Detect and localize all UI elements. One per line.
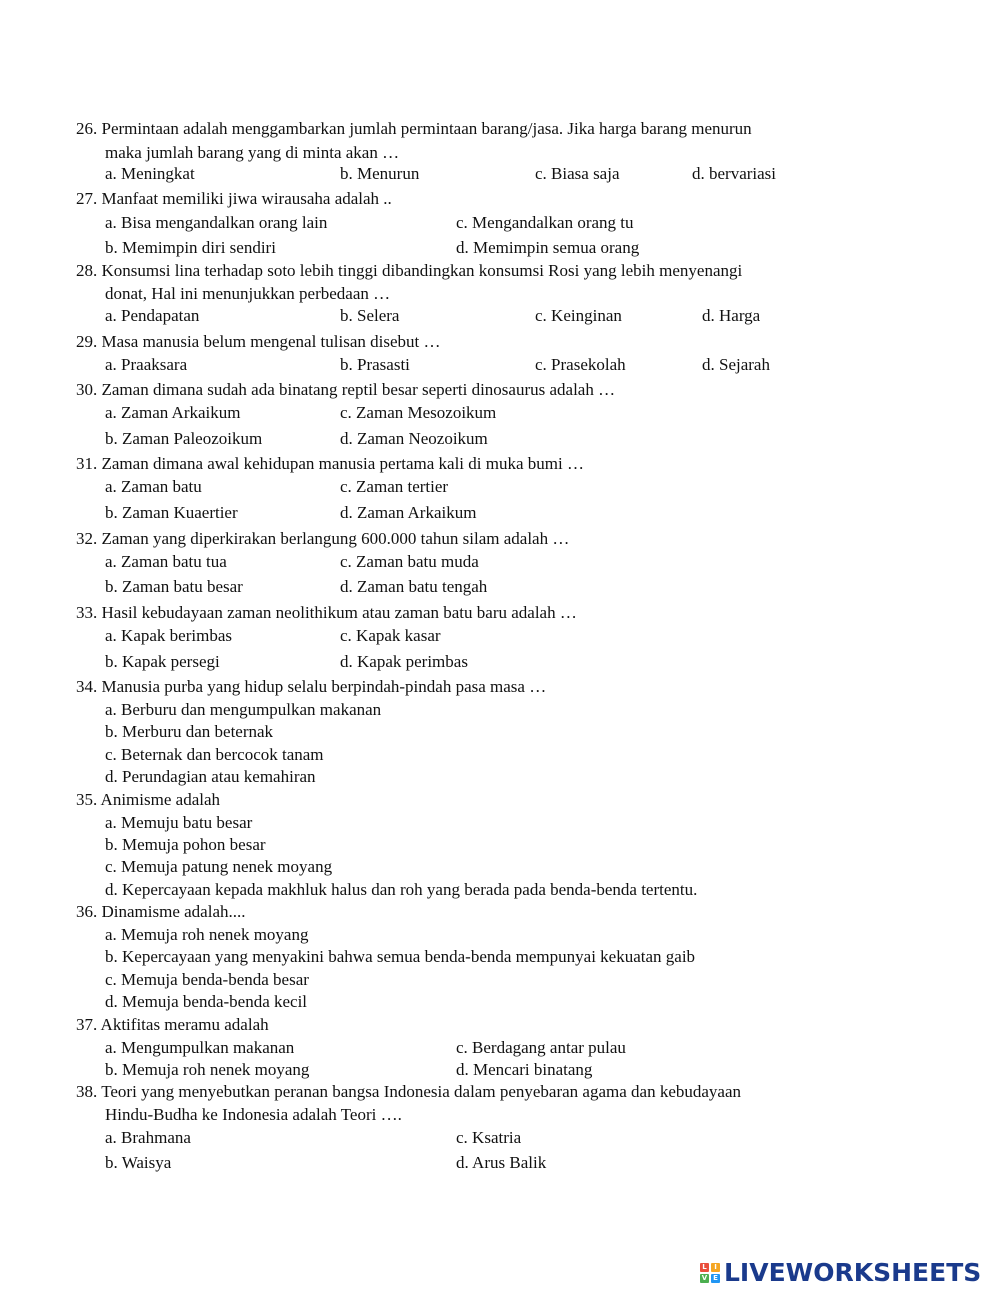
q33-option-c: c. Kapak kasar: [340, 626, 441, 645]
q30-option-c: c. Zaman Mesozoikum: [340, 403, 497, 422]
q35-option-d: d. Kepercayaan kepada makhluk halus dan roh yang berada pada benda-benda tertentu.: [105, 880, 698, 899]
q36-option-d: d. Memuja benda-benda kecil: [105, 992, 308, 1011]
q28-option-b: b. Selera: [340, 306, 400, 325]
logo-block-3: V: [701, 1273, 708, 1282]
q35-text-line1: 35. Animisme adalah: [76, 790, 221, 809]
q31-option-a: a. Zaman batu: [105, 477, 202, 496]
q27-option-b: b. Memimpin diri sendiri: [105, 238, 276, 257]
q34-option-d: d. Perundagian atau kemahiran: [105, 767, 316, 786]
q31-option-d: d. Zaman Arkaikum: [340, 503, 477, 522]
q38-text-line2: Hindu-Budha ke Indonesia adalah Teori ….: [105, 1105, 402, 1124]
q27-option-a: a. Bisa mengandalkan orang lain: [105, 213, 328, 232]
q32-text-line1: 32. Zaman yang diperkirakan berlangung 600.000 tahun silam adalah …: [76, 529, 570, 548]
q28-option-d: d. Harga: [702, 306, 761, 325]
q29-option-c: c. Prasekolah: [535, 355, 626, 374]
q38-option-d: d. Arus Balik: [456, 1153, 547, 1172]
q31-text-line1: 31. Zaman dimana awal kehidupan manusia pertama kali di muka bumi …: [76, 454, 584, 473]
q26-option-d: d. bervariasi: [692, 164, 777, 183]
liveworksheets-logo: [700, 1258, 981, 1287]
q26-text-line2: maka jumlah barang yang di minta akan …: [105, 143, 400, 162]
q34-option-c: c. Beternak dan bercocok tanam: [105, 745, 324, 764]
q38-text-line1: 38. Teori yang menyebutkan peranan bangsa Indonesia dalam penyebaran agama dan kebudayaan: [76, 1082, 742, 1101]
q26-option-c: c. Biasa saja: [535, 164, 620, 183]
q31-option-b: b. Zaman Kuaertier: [105, 503, 238, 522]
q37-option-c: c. Berdagang antar pulau: [456, 1038, 626, 1057]
q35-option-c: c. Memuja patung nenek moyang: [105, 857, 333, 876]
q28-text-line1: 28. Konsumsi lina terhadap soto lebih tinggi dibandingkan konsumsi Rosi yang lebih menyenangi: [76, 261, 743, 280]
q35-option-a: a. Memuju batu besar: [105, 813, 253, 832]
q32-option-d: d. Zaman batu tengah: [340, 577, 488, 596]
q34-option-b: b. Merburu dan beternak: [105, 722, 274, 741]
q33-option-b: b. Kapak persegi: [105, 652, 220, 671]
q36-option-a: a. Memuja roh nenek moyang: [105, 925, 309, 944]
q26-option-b: b. Menurun: [340, 164, 420, 183]
q34-text-line1: 34. Manusia purba yang hidup selalu berpindah-pindah pasa masa …: [76, 677, 547, 696]
q30-option-d: d. Zaman Neozoikum: [340, 429, 488, 448]
q27-option-d: d. Memimpin semua orang: [456, 238, 640, 257]
q29-option-a: a. Praaksara: [105, 355, 188, 374]
q27-option-c: c. Mengandalkan orang tu: [456, 213, 634, 232]
q33-option-d: d. Kapak perimbas: [340, 652, 468, 671]
q38-option-a: a. Brahmana: [105, 1128, 191, 1147]
q38-option-c: c. Ksatria: [456, 1128, 522, 1147]
q31-option-c: c. Zaman tertier: [340, 477, 449, 496]
logo-block-2: I: [711, 1263, 720, 1272]
q26-text-line1: 26. Permintaan adalah menggambarkan jumlah permintaan barang/jasa. Jika harga barang menurun: [76, 119, 752, 138]
q34-option-a: a. Berburu dan mengumpulkan makanan: [105, 700, 382, 719]
q32-option-a: a. Zaman batu tua: [105, 552, 227, 571]
q32-option-c: c. Zaman batu muda: [340, 552, 479, 571]
q33-option-a: a. Kapak berimbas: [105, 626, 232, 645]
q38-option-b: b. Waisya: [105, 1153, 172, 1172]
q36-option-c: c. Memuja benda-benda besar: [105, 970, 309, 989]
q28-option-c: c. Keinginan: [535, 306, 622, 325]
q27-text-line1: 27. Manfaat memiliki jiwa wirausaha adalah ..: [76, 189, 392, 208]
logo-text: LIVEWORKSHEETS: [724, 1258, 982, 1287]
q36-option-b: b. Kepercayaan yang menyakini bahwa semua benda-benda mempunyai kekuatan gaib: [105, 947, 696, 966]
q37-option-b: b. Memuja roh nenek moyang: [105, 1060, 310, 1079]
q36-text-line1: 36. Dinamisme adalah....: [76, 902, 246, 921]
q29-text-line1: 29. Masa manusia belum mengenal tulisan disebut …: [76, 332, 441, 351]
q37-text-line1: 37. Aktifitas meramu adalah: [76, 1015, 269, 1034]
q29-option-d: d. Sejarah: [702, 355, 770, 374]
q30-option-b: b. Zaman Paleozoikum: [105, 429, 263, 448]
q30-text-line1: 30. Zaman dimana sudah ada binatang reptil besar seperti dinosaurus adalah …: [76, 380, 616, 399]
q28-option-a: a. Pendapatan: [105, 306, 200, 325]
logo-mark-icon: [700, 1263, 720, 1283]
q37-option-a: a. Mengumpulkan makanan: [105, 1038, 295, 1057]
q29-option-b: b. Prasasti: [340, 355, 410, 374]
q32-option-b: b. Zaman batu besar: [105, 577, 243, 596]
logo-block-1: L: [700, 1263, 709, 1272]
q37-option-d: d. Mencari binatang: [456, 1060, 593, 1079]
q33-text-line1: 33. Hasil kebudayaan zaman neolithikum atau zaman batu baru adalah …: [76, 603, 577, 622]
q28-text-line2: donat, Hal ini menunjukkan perbedaan …: [105, 284, 391, 303]
q30-option-a: a. Zaman Arkaikum: [105, 403, 241, 422]
q26-option-a: a. Meningkat: [105, 164, 195, 183]
q35-option-b: b. Memuja pohon besar: [105, 835, 266, 854]
logo-block-4: E: [711, 1274, 720, 1283]
